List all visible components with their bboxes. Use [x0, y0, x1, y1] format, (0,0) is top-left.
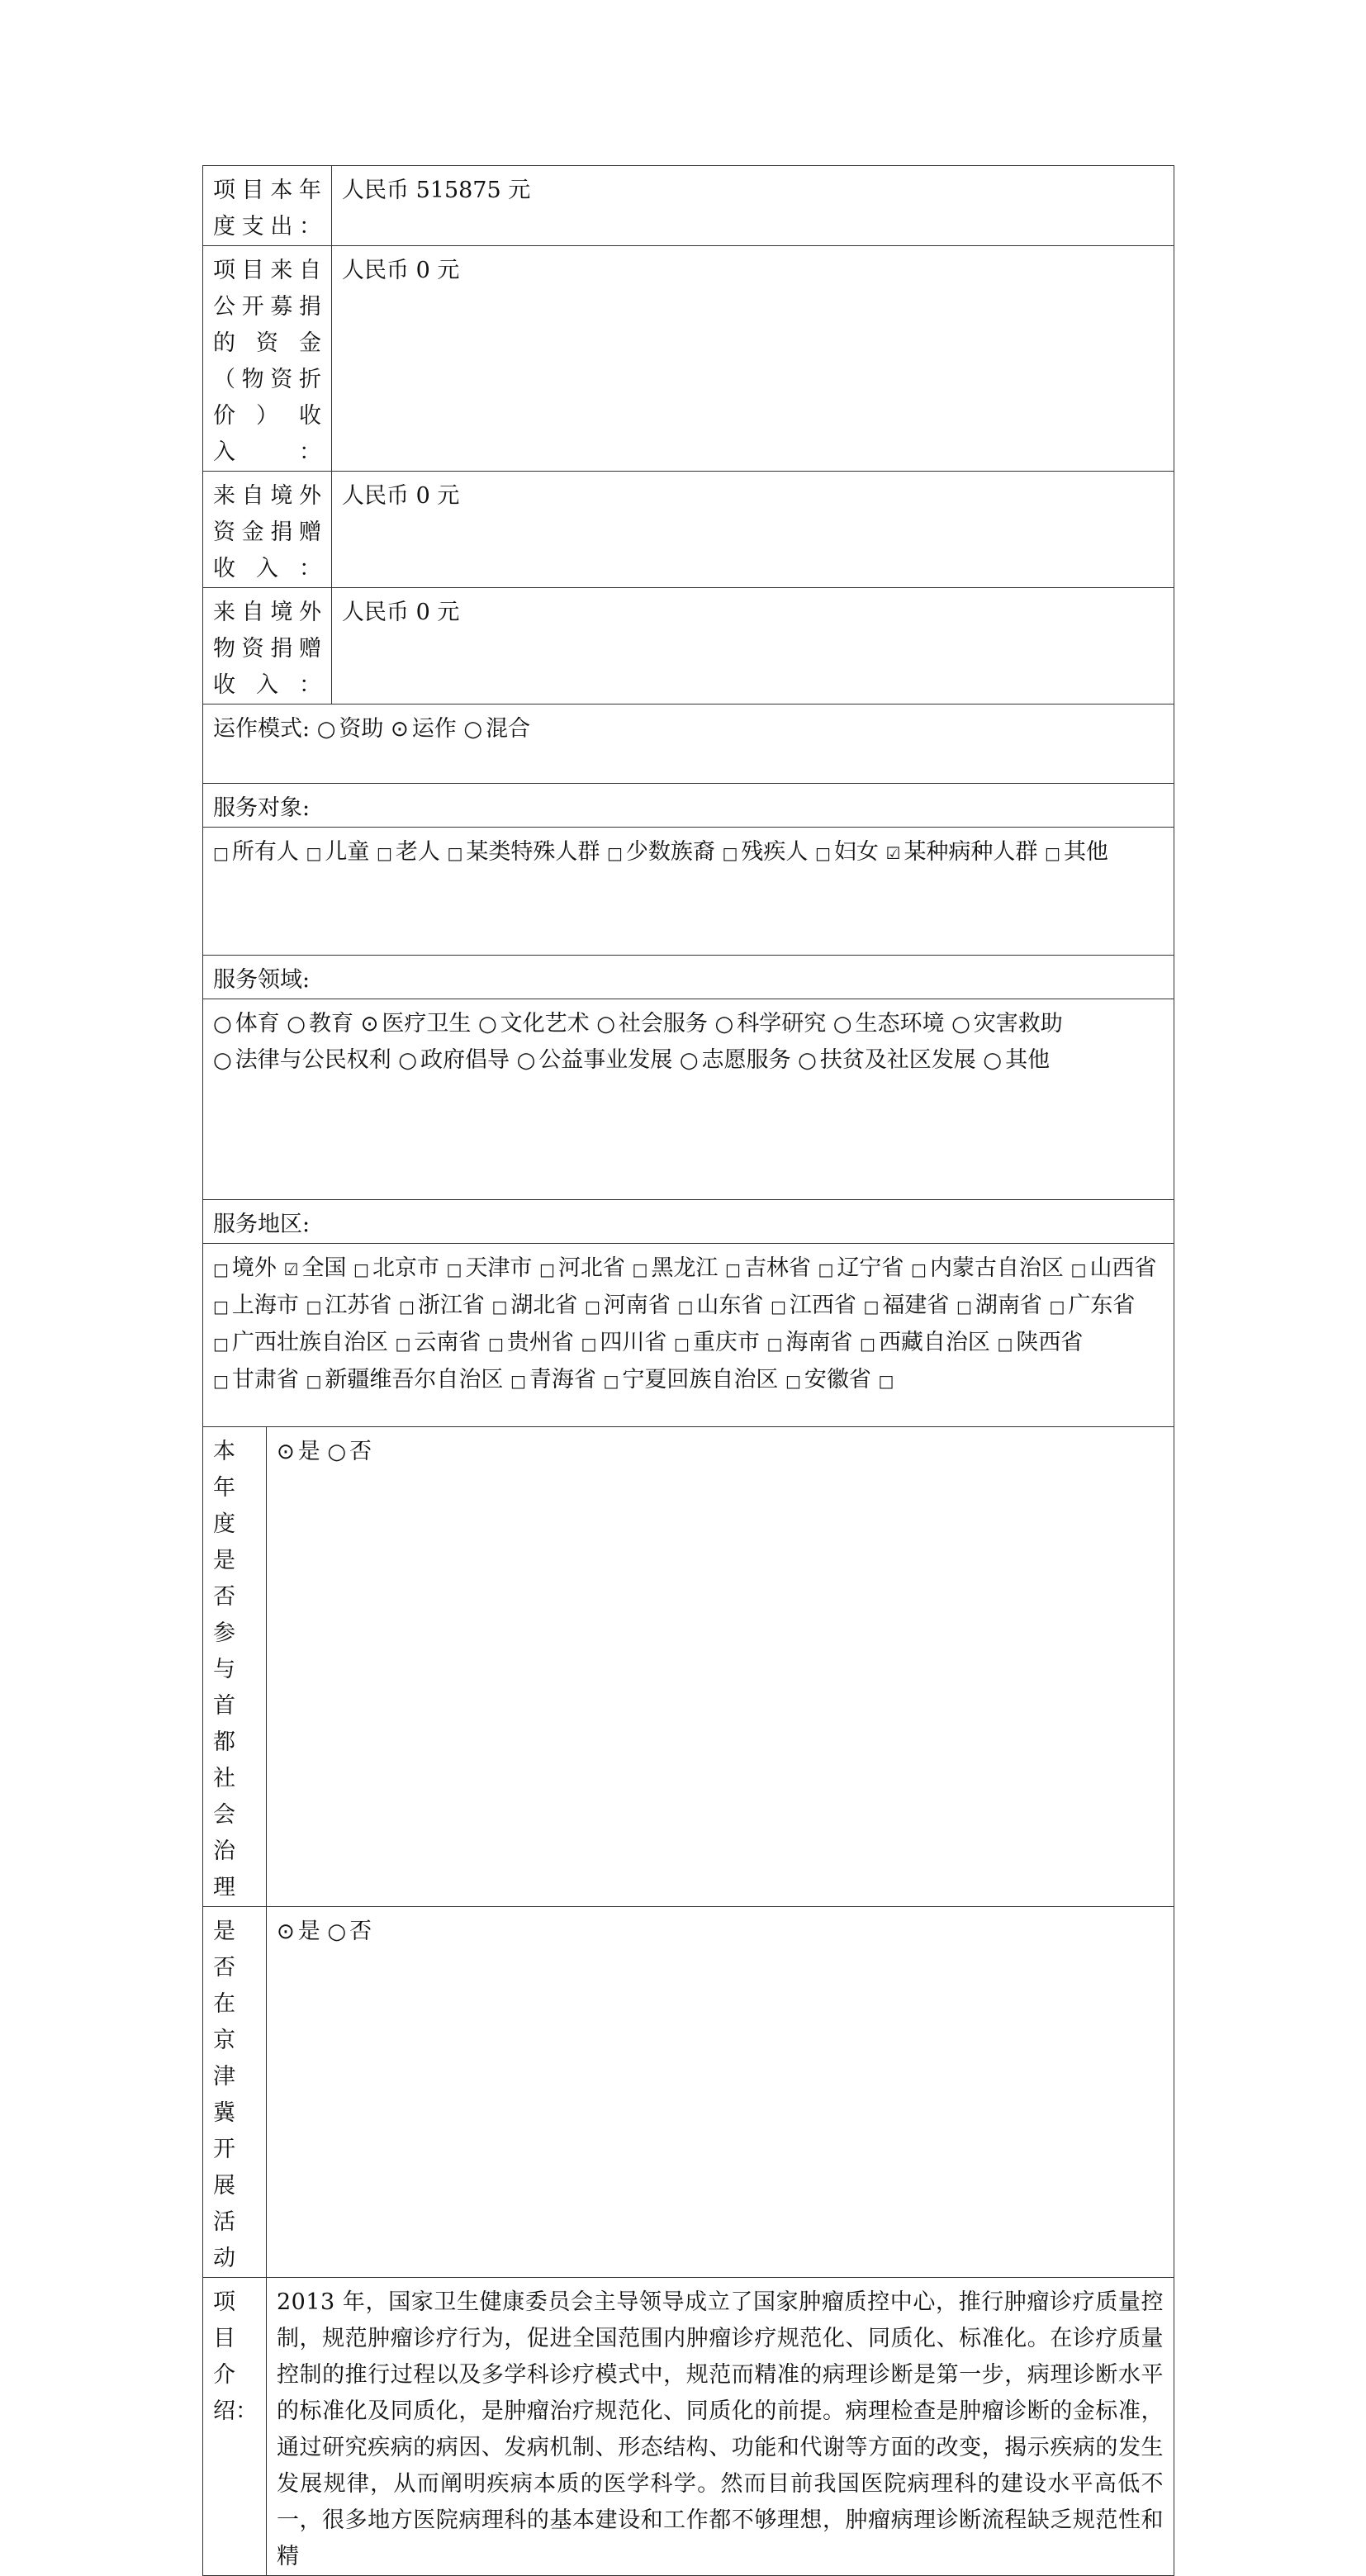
option-label: 所有人 — [231, 839, 299, 865]
option[interactable] — [377, 839, 440, 865]
service-region-trailing-checkbox: □ — [878, 1371, 894, 1391]
option-label: 河南省 — [603, 1293, 671, 1318]
row-service-field-label — [203, 956, 1174, 999]
checkbox-icon[interactable]: □ — [510, 1371, 526, 1391]
option-label: 老人 — [395, 839, 440, 865]
checkbox-icon[interactable]: □ — [585, 1297, 600, 1316]
checkbox-icon[interactable]: □ — [1049, 1297, 1065, 1316]
row-annual-expense — [203, 166, 1174, 246]
option[interactable] — [447, 1255, 533, 1281]
foreign-funds-label: 来自境外资金捐赠收入： — [203, 472, 332, 588]
option-label: 江苏省 — [325, 1293, 392, 1318]
option-label: 混合 — [486, 716, 531, 742]
checkbox-icon[interactable]: □ — [213, 1334, 229, 1354]
option[interactable] — [399, 1293, 485, 1318]
option[interactable] — [833, 1011, 945, 1037]
service-region-option-list — [213, 1255, 1156, 1392]
option-label: 残疾人 — [741, 839, 809, 865]
checkbox-icon[interactable]: □ — [911, 1260, 927, 1279]
option-label: 青海省 — [529, 1367, 596, 1392]
foreign-goods-label: 来自境外物资捐赠收入： — [203, 588, 332, 704]
checkbox-icon[interactable]: ☑ — [283, 1260, 299, 1279]
option-label: 法律与公民权利 — [235, 1047, 391, 1073]
option-label: 体育 — [235, 1011, 280, 1037]
option-label: 否 — [349, 1919, 372, 1944]
row-operation-mode — [203, 704, 1174, 784]
option-label: 浙江省 — [417, 1293, 485, 1318]
checkbox-icon[interactable]: □ — [306, 1371, 322, 1391]
checkbox-icon[interactable]: □ — [539, 1260, 555, 1279]
option-label: 广东省 — [1068, 1293, 1136, 1318]
option-label: 新疆维吾尔自治区 — [325, 1367, 504, 1392]
option-label: 扶贫及社区发展 — [819, 1047, 976, 1073]
radio-icon[interactable]: ○ — [316, 717, 336, 742]
service-target-label: 服务对象: — [203, 784, 1174, 828]
operation-mode-options — [317, 716, 530, 742]
option-label: 贵州省 — [506, 1330, 574, 1355]
option[interactable] — [277, 1439, 320, 1464]
option-label: 其他 — [1005, 1047, 1051, 1073]
option[interactable] — [213, 839, 299, 865]
option-label: 政府倡导 — [420, 1047, 510, 1073]
option-label: 否 — [349, 1439, 372, 1464]
option[interactable] — [798, 1047, 976, 1073]
row-foreign-goods — [203, 588, 1174, 704]
option-label: 其他 — [1063, 839, 1108, 865]
option[interactable] — [607, 839, 715, 865]
radio-icon[interactable]: ○ — [398, 1048, 417, 1073]
project-intro-text: 2013 年，国家卫生健康委员会主导领导成立了国家肿瘤质控中心，推行肿瘤诊疗质量控制，规范肿瘤诊疗行为，促进全国范围内肿瘤诊疗规范化、同质化、标准化。在诊疗质量控制的推行过程以及多学科诊疗模式中，规范而精准的病理诊断是第一步，病理诊断水平的标准化及同质化，是肿瘤治疗规范化、同质化的前提。病理检查是肿瘤诊断的金标准，通过研究疾病的病因、发病机制、形态结构、功能和代谢等方面的改变，揭示疾病的发生发展规律，从而阐明疾病本质的医学科学。然而目前我国医院病理科的建设水平高低不一，很多地方医院病理科的基本建设和工作都不够理想，肿瘤病理诊断流程缺乏规范性和精 — [267, 2278, 1174, 2576]
option-label: 江西省 — [789, 1293, 856, 1318]
option-label: 全国 — [301, 1255, 347, 1281]
row-project-intro — [203, 2278, 1174, 2576]
checkbox-icon[interactable]: □ — [677, 1297, 694, 1316]
option[interactable] — [510, 1367, 596, 1392]
checkbox-icon[interactable]: □ — [603, 1371, 619, 1391]
radio-icon[interactable]: ⊙ — [277, 1919, 295, 1944]
foreign-goods-value: 人民币 0 元 — [332, 588, 1174, 704]
public-fundraising-label: 项目来自公开募捐的资金（物资折价）收入： — [203, 246, 332, 472]
radio-icon[interactable]: ○ — [516, 1048, 536, 1073]
radio-icon[interactable]: ○ — [327, 1440, 347, 1464]
row-capital-governance — [203, 1427, 1174, 1907]
checkbox-icon[interactable]: □ — [785, 1371, 801, 1391]
checkbox-icon[interactable]: □ — [213, 1260, 229, 1279]
checkbox-icon[interactable]: □ — [674, 1334, 690, 1354]
option-label: 妇女 — [833, 839, 879, 865]
option-label: 文化艺术 — [500, 1011, 590, 1037]
jingjinji-options — [267, 1907, 1174, 2278]
row-service-target — [203, 828, 1174, 956]
option[interactable] — [785, 1367, 871, 1392]
option-label: 是 — [297, 1919, 320, 1944]
row-jingjinji — [203, 1907, 1174, 2278]
option-label: 公益事业发展 — [538, 1047, 673, 1073]
radio-icon[interactable]: ○ — [679, 1048, 699, 1073]
checkbox-icon[interactable]: □ — [353, 1260, 369, 1279]
option[interactable] — [478, 1011, 590, 1037]
radio-icon[interactable]: ○ — [714, 1012, 734, 1037]
option[interactable] — [956, 1293, 1042, 1318]
option-label: 运作 — [411, 716, 457, 742]
option[interactable] — [1050, 1293, 1136, 1318]
option-label: 某种病种人群 — [904, 839, 1038, 865]
option-label: 湖北省 — [510, 1293, 578, 1318]
checkbox-icon[interactable]: ☑ — [885, 843, 901, 863]
option[interactable] — [213, 1255, 277, 1281]
option[interactable] — [287, 1011, 353, 1037]
option-label: 辽宁省 — [837, 1255, 904, 1281]
option[interactable] — [604, 1367, 779, 1392]
checkbox-icon[interactable]: □ — [377, 843, 392, 863]
option-label: 山东省 — [696, 1293, 764, 1318]
checkbox-icon[interactable]: □ — [213, 843, 229, 863]
option[interactable] — [398, 1047, 510, 1073]
checkbox-icon[interactable]: □ — [581, 1334, 597, 1354]
option[interactable] — [680, 1047, 791, 1073]
checkbox-icon[interactable]: □ — [488, 1334, 504, 1354]
option-label: 陕西省 — [1016, 1330, 1084, 1355]
operation-mode-label: 运作模式: — [213, 716, 311, 742]
row-service-target-label — [203, 784, 1174, 828]
capital-governance-label: 本年度是否参与首都社会治理 — [203, 1427, 267, 1907]
row-service-region — [203, 1244, 1174, 1427]
option-label: 重庆市 — [692, 1330, 760, 1355]
option-label: 黑龙江 — [651, 1255, 719, 1281]
option[interactable] — [911, 1255, 1064, 1281]
option-label: 是 — [297, 1439, 320, 1464]
option[interactable] — [998, 1330, 1084, 1355]
project-info-table — [202, 165, 1174, 2576]
option[interactable] — [284, 1255, 347, 1281]
option-label: 河北省 — [557, 1255, 625, 1281]
checkbox-icon[interactable]: □ — [447, 843, 463, 863]
option-label: 资助 — [339, 716, 384, 742]
radio-icon[interactable]: ○ — [596, 1012, 615, 1037]
radio-icon[interactable]: ○ — [832, 1012, 852, 1037]
option[interactable] — [213, 1367, 299, 1392]
checkbox-icon[interactable]: □ — [818, 1260, 834, 1279]
public-fundraising-value: 人民币 0 元 — [332, 246, 1174, 472]
option[interactable] — [983, 1047, 1050, 1073]
option[interactable] — [596, 1011, 708, 1037]
service-region-label: 服务地区: — [203, 1200, 1174, 1244]
option[interactable] — [1071, 1255, 1157, 1281]
row-service-field — [203, 999, 1174, 1200]
option-label: 社会服务 — [618, 1011, 708, 1037]
option-label: 安徽省 — [804, 1367, 871, 1392]
option[interactable] — [213, 1330, 388, 1355]
option[interactable] — [391, 716, 457, 742]
option[interactable] — [396, 1330, 481, 1355]
option[interactable] — [306, 1367, 504, 1392]
option[interactable] — [213, 1011, 280, 1037]
jingjinji-label: 是否在京津冀开展活动 — [203, 1907, 267, 2278]
checkbox-icon[interactable]: □ — [632, 1260, 648, 1279]
row-foreign-funds — [203, 472, 1174, 588]
radio-icon[interactable]: ○ — [463, 717, 483, 742]
option[interactable] — [678, 1293, 764, 1318]
option-label: 福建省 — [882, 1293, 950, 1318]
option[interactable] — [306, 839, 370, 865]
radio-icon[interactable]: ○ — [951, 1012, 970, 1037]
operation-mode-cell — [203, 704, 1174, 784]
option[interactable] — [327, 1439, 372, 1464]
checkbox-icon[interactable]: □ — [997, 1334, 1013, 1354]
radio-icon[interactable]: ⊙ — [360, 1012, 379, 1037]
option-label: 天津市 — [465, 1255, 533, 1281]
checkbox-icon[interactable]: □ — [399, 1297, 415, 1316]
option[interactable] — [213, 1293, 299, 1318]
radio-icon[interactable]: ○ — [798, 1048, 817, 1073]
checkbox-icon[interactable]: □ — [395, 1334, 411, 1354]
foreign-funds-value: 人民币 0 元 — [332, 472, 1174, 588]
radio-icon[interactable]: ○ — [983, 1048, 1003, 1073]
option-label: 宁夏回族自治区 — [622, 1367, 779, 1392]
option-label: 儿童 — [325, 839, 370, 865]
option-label: 广西壮族自治区 — [231, 1330, 388, 1355]
option-label: 内蒙古自治区 — [929, 1255, 1064, 1281]
checkbox-icon[interactable]: □ — [446, 1260, 462, 1279]
checkbox-icon[interactable]: □ — [213, 1297, 229, 1316]
checkbox-icon[interactable]: □ — [607, 843, 623, 863]
row-service-region-label — [203, 1200, 1174, 1244]
checkbox-icon[interactable]: □ — [725, 1260, 741, 1279]
checkbox-icon[interactable]: □ — [306, 1297, 322, 1316]
checkbox-icon[interactable]: □ — [1070, 1260, 1087, 1279]
option[interactable] — [1045, 839, 1108, 865]
option[interactable] — [818, 1255, 904, 1281]
checkbox-icon[interactable]: □ — [815, 843, 831, 863]
option[interactable] — [317, 716, 384, 742]
option[interactable] — [539, 1255, 625, 1281]
option[interactable] — [585, 1293, 671, 1318]
radio-icon[interactable]: ⊙ — [277, 1440, 295, 1464]
option-label: 甘肃省 — [231, 1367, 299, 1392]
option[interactable] — [633, 1255, 719, 1281]
annual-expense-label: 项目本年度支出： — [203, 166, 332, 246]
option-label: 生态环境 — [855, 1011, 945, 1037]
radio-icon[interactable]: ○ — [287, 1012, 306, 1037]
option-label: 山西省 — [1089, 1255, 1157, 1281]
option-label: 医疗卫生 — [382, 1011, 472, 1037]
checkbox-icon[interactable]: □ — [491, 1297, 508, 1316]
option[interactable] — [581, 1330, 667, 1355]
option-label: 西藏自治区 — [878, 1330, 990, 1355]
option-label: 湖南省 — [975, 1293, 1042, 1318]
option[interactable] — [815, 839, 879, 865]
service-field-label: 服务领域: — [203, 956, 1174, 999]
option[interactable] — [306, 1293, 392, 1318]
option-label: 少数族裔 — [625, 839, 715, 865]
option[interactable] — [723, 839, 809, 865]
radio-icon[interactable]: ⊙ — [390, 717, 409, 742]
option[interactable] — [361, 1011, 472, 1037]
option[interactable] — [492, 1293, 578, 1318]
option-label: 科学研究 — [737, 1011, 827, 1037]
capital-governance-options — [267, 1427, 1174, 1907]
service-target-options — [203, 828, 1174, 956]
option-label: 教育 — [308, 1011, 353, 1037]
option-label: 云南省 — [414, 1330, 481, 1355]
checkbox-icon[interactable]: □ — [860, 1334, 875, 1354]
option[interactable] — [517, 1047, 673, 1073]
radio-icon[interactable]: ○ — [213, 1012, 232, 1037]
option[interactable] — [951, 1011, 1063, 1037]
checkbox-icon[interactable]: □ — [771, 1297, 786, 1316]
checkbox-icon[interactable]: □ — [766, 1334, 783, 1354]
option-label: 某类特殊人群 — [466, 839, 600, 865]
option[interactable] — [725, 1255, 811, 1281]
annual-expense-value: 人民币 515875 元 — [332, 166, 1174, 246]
option[interactable] — [864, 1293, 950, 1318]
row-public-fundraising — [203, 246, 1174, 472]
option-label: 吉林省 — [743, 1255, 811, 1281]
option-label: 志愿服务 — [701, 1047, 791, 1073]
option[interactable] — [463, 716, 530, 742]
service-region-options — [203, 1244, 1174, 1427]
project-intro-label: 项目介绍： — [203, 2278, 267, 2576]
option[interactable] — [674, 1330, 760, 1355]
option[interactable] — [715, 1011, 827, 1037]
option[interactable] — [771, 1293, 856, 1318]
option-label: 四川省 — [600, 1330, 667, 1355]
checkbox-icon[interactable]: □ — [1045, 843, 1060, 863]
checkbox-icon[interactable]: □ — [863, 1297, 880, 1316]
option[interactable] — [213, 1047, 391, 1073]
radio-icon[interactable]: ○ — [213, 1048, 232, 1073]
option[interactable] — [767, 1330, 853, 1355]
option-label: 海南省 — [785, 1330, 853, 1355]
option[interactable] — [448, 839, 600, 865]
checkbox-icon[interactable]: □ — [956, 1297, 972, 1316]
option-label: 灾害救助 — [973, 1011, 1063, 1037]
option[interactable] — [353, 1255, 439, 1281]
radio-icon[interactable]: ○ — [477, 1012, 497, 1037]
checkbox-icon[interactable]: □ — [306, 843, 322, 863]
option-label: 北京市 — [372, 1255, 439, 1281]
option[interactable] — [488, 1330, 574, 1355]
option[interactable] — [860, 1330, 990, 1355]
option[interactable] — [886, 839, 1038, 865]
radio-icon[interactable]: ○ — [327, 1919, 347, 1944]
option-label: 境外 — [231, 1255, 277, 1281]
checkbox-icon[interactable]: □ — [213, 1371, 229, 1391]
checkbox-icon[interactable]: □ — [722, 843, 738, 863]
option-label: 上海市 — [231, 1293, 299, 1318]
service-field-options — [203, 999, 1174, 1200]
